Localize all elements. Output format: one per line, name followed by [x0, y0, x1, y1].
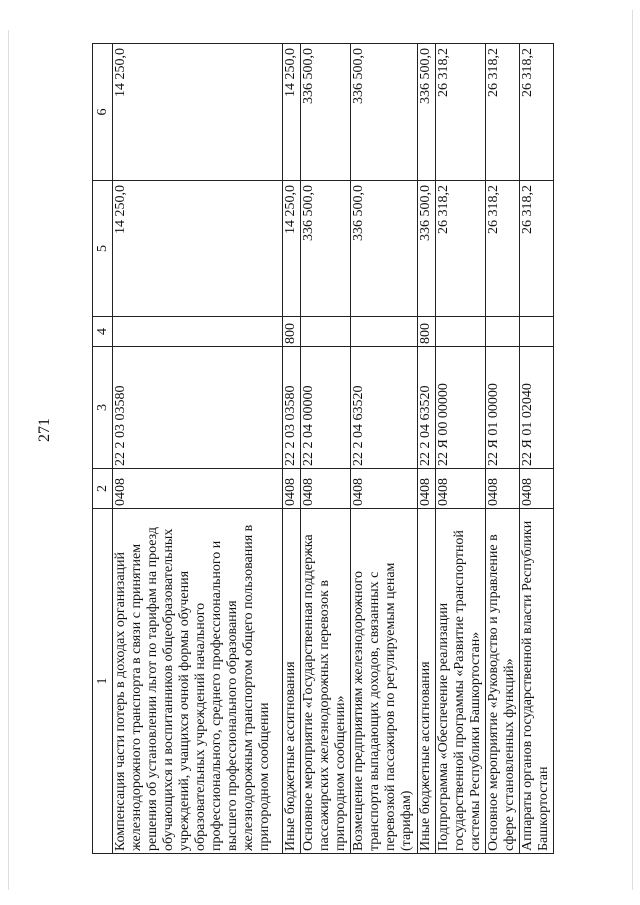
table-row	[301, 44, 351, 854]
row-name: Компенсация части потерь в доходах организаций железнодорожного транспорта в связи с принятием решения об установлении льгот по тарифам на проезд обучающихся и воспитанников общеобразовательных учреждений, учащихся очной формы обучения образовательных учреждений начального профессионального, среднего профессионального и высшего профессионального образования железнодорожным транспортом общего пользования в пригородном сообщении	[113, 509, 283, 854]
table-row	[283, 44, 301, 854]
scan-edge-left	[8, 30, 9, 890]
header-col-5: 5	[93, 181, 113, 317]
row-value-5: 336 500,0	[301, 181, 351, 317]
row-name: Основное мероприятие «Государственная поддержка пассажирских железнодорожных перевозок в пригородном сообщении»	[301, 509, 351, 854]
header-col-3: 3	[93, 347, 113, 469]
row-code: 22 2 04 63520	[418, 347, 436, 469]
row-section: 0408	[418, 469, 436, 509]
table-row	[520, 44, 554, 854]
row-name: Возмещение предприятиям железнодорожного транспорта выпадающих доходов, связанных с перевозкой пассажиров по регулируемым ценам (тарифам)	[351, 509, 418, 854]
budget-table-container	[92, 44, 551, 854]
row-code: 22 Я 01 00000	[486, 347, 520, 469]
row-type: 800	[283, 317, 301, 347]
scan-edge-right	[632, 10, 633, 890]
row-code: 22 2 03 03580	[283, 347, 301, 469]
header-col-4: 4	[93, 317, 113, 347]
row-name: Подпрограмма «Обеспечение реализации государственной программы «Развитие транспортной системы Республики Башкортостан»	[436, 509, 486, 854]
row-name: Аппараты органов государственной власти Республики Башкортостан	[520, 509, 554, 854]
row-section: 0408	[436, 469, 486, 509]
row-value-6: 14 250,0	[283, 44, 301, 181]
row-code: 22 Я 01 02040	[520, 347, 554, 469]
page-number: 271	[36, 418, 53, 442]
row-section: 0408	[113, 469, 283, 509]
row-value-6: 336 500,0	[301, 44, 351, 181]
row-section: 0408	[351, 469, 418, 509]
table-row	[418, 44, 436, 854]
row-section: 0408	[301, 469, 351, 509]
row-type	[351, 317, 418, 347]
row-value-5: 26 318,2	[486, 181, 520, 317]
table-row	[113, 44, 283, 854]
row-type	[113, 317, 283, 347]
row-code: 22 2 03 03580	[113, 347, 283, 469]
header-col-1: 1	[93, 509, 113, 854]
row-value-5: 14 250,0	[113, 181, 283, 317]
row-name: Основное мероприятие «Руководство и управление в сфере установленных функций»	[486, 509, 520, 854]
row-value-5: 336 500,0	[418, 181, 436, 317]
row-code: 22 Я 00 00000	[436, 347, 486, 469]
row-value-6: 336 500,0	[418, 44, 436, 181]
row-code: 22 2 04 63520	[351, 347, 418, 469]
row-type	[520, 317, 554, 347]
row-value-6: 26 318,2	[486, 44, 520, 181]
row-value-6: 26 318,2	[436, 44, 486, 181]
row-value-6: 14 250,0	[113, 44, 283, 181]
budget-table	[92, 43, 554, 854]
row-section: 0408	[520, 469, 554, 509]
header-col-6: 6	[93, 44, 113, 181]
row-name: Иные бюджетные ассигнования	[283, 509, 301, 854]
table-row	[436, 44, 486, 854]
table-row	[351, 44, 418, 854]
table-row	[486, 44, 520, 854]
row-value-5: 14 250,0	[283, 181, 301, 317]
row-section: 0408	[486, 469, 520, 509]
row-value-6: 26 318,2	[520, 44, 554, 181]
row-value-5: 26 318,2	[520, 181, 554, 317]
row-value-6: 336 500,0	[351, 44, 418, 181]
row-type	[301, 317, 351, 347]
row-type: 800	[418, 317, 436, 347]
row-type	[486, 317, 520, 347]
row-section: 0408	[283, 469, 301, 509]
row-type	[436, 317, 486, 347]
row-value-5: 26 318,2	[436, 181, 486, 317]
row-value-5: 336 500,0	[351, 181, 418, 317]
row-name: Иные бюджетные ассигнования	[418, 509, 436, 854]
header-row	[93, 44, 113, 854]
row-code: 22 2 04 00000	[301, 347, 351, 469]
header-col-2: 2	[93, 469, 113, 509]
